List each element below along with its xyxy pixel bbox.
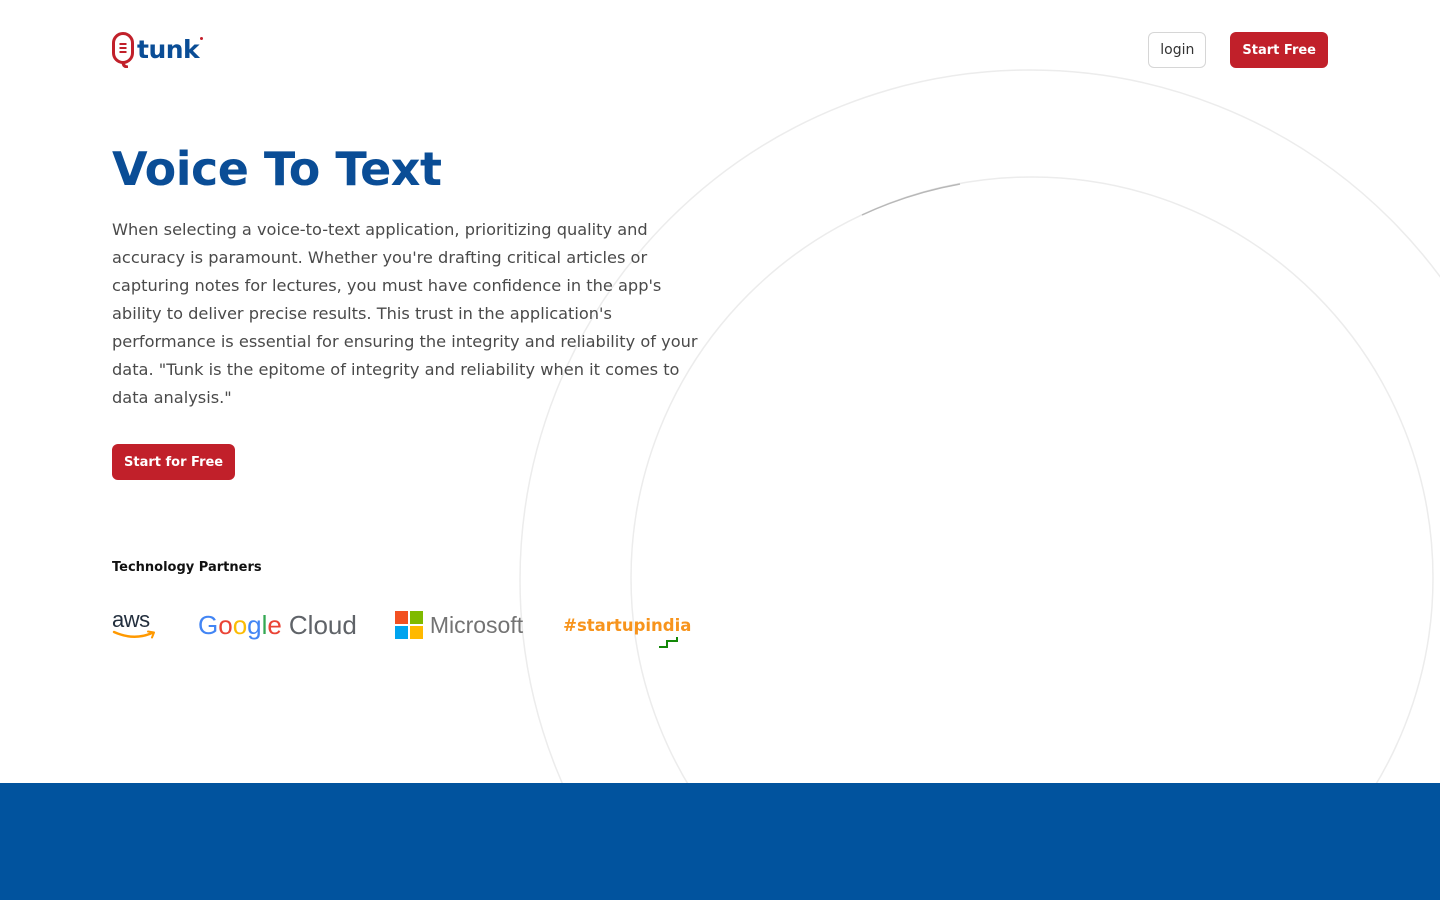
microsoft-wordmark: Microsoft: [429, 611, 524, 638]
microphone-icon: [112, 32, 136, 68]
start-free-button[interactable]: Start Free: [1230, 32, 1328, 68]
footer-band: [0, 783, 1440, 900]
header-actions: [1148, 32, 1328, 68]
tunk-logo[interactable]: [112, 32, 203, 68]
start-for-free-button[interactable]: Start for Free: [112, 444, 235, 480]
google-wordmark: Google: [198, 609, 282, 640]
technology-partners: [112, 560, 732, 645]
startupindia-logo: [563, 616, 691, 635]
site-header: [112, 32, 1328, 68]
aws-wordmark: aws: [112, 607, 150, 632]
hero-section: [112, 140, 712, 480]
aws-logo: [112, 607, 158, 640]
startupindia-step-icon: [657, 636, 687, 648]
partners-heading: Technology Partners: [112, 560, 262, 575]
startupindia-wordmark: #startupindia: [563, 615, 692, 635]
google-cloud-logo: [198, 610, 357, 641]
microsoft-logo: [395, 611, 523, 639]
microsoft-windows-icon: [395, 611, 423, 639]
cloud-wordmark: Cloud: [288, 609, 357, 640]
login-button[interactable]: login: [1148, 32, 1206, 68]
page-title: Voice To Text: [112, 142, 442, 196]
logo-wordmark: tunk: [137, 34, 200, 64]
amazon-smile-icon: [112, 630, 158, 640]
logo-dot: [200, 37, 203, 40]
partner-logos: [112, 605, 732, 645]
hero-description: When selecting a voice-to-text application, prioritizing quality and accuracy is paramount. Whether you're drafting critical articles or capturing notes for lectures, you must have confidence in the app's ability to deliver precise results. This trust in the application's performance is essential for ensuring the integrity and reliability of your data. "Tunk is the epitome of integrity and reliability when it comes to data analysis.": [112, 220, 698, 407]
